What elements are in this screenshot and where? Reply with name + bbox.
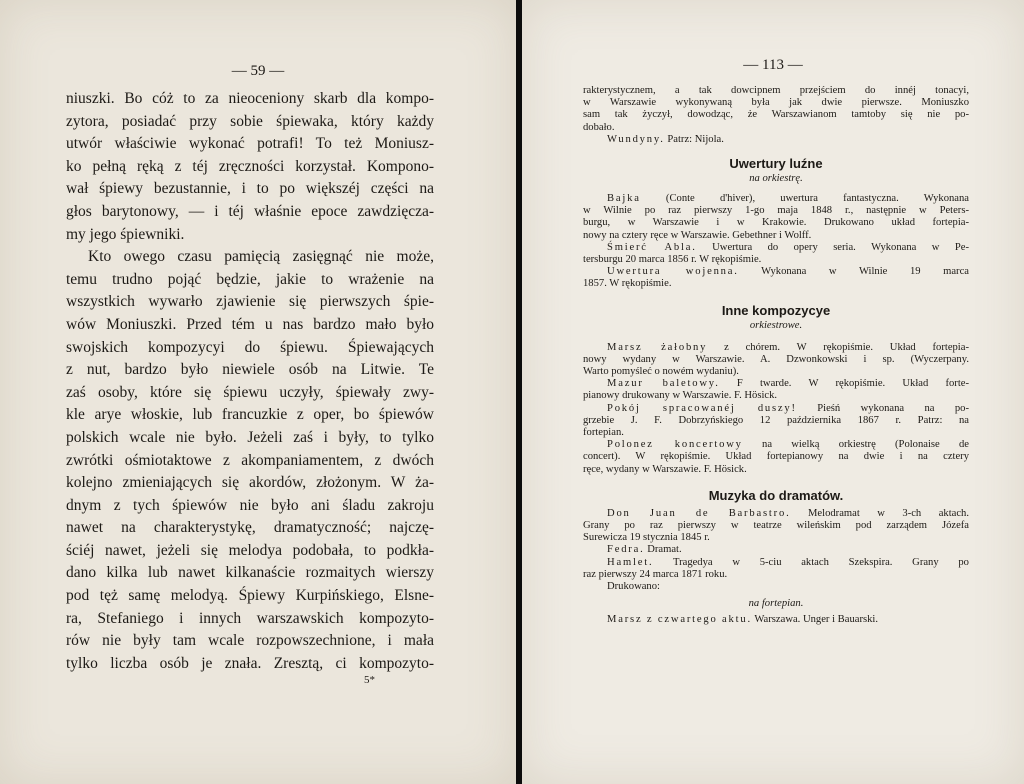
text-line: nawet na charakterystykę, dramatyczność; najczę- (66, 519, 434, 537)
entry-text: fortepian. (583, 427, 624, 439)
text-line (583, 520, 969, 532)
section-subheading: orkiestrowe. (749, 319, 803, 331)
entry-title: Śmierć Abla. (607, 241, 697, 253)
text-line: w Warszawie wykonywaną była jak dwie pierwsze. Moniuszko (583, 97, 969, 109)
entry-first-line (583, 544, 969, 556)
section-heading: Inne kompozycye (721, 302, 831, 318)
text-line: wszystkich wywarło zjawienie się pierwszych śpie- (66, 293, 434, 311)
entry-title: Polonez koncertowy (607, 439, 743, 451)
text-line: głos barytonowy, — i téj właśnie epoce zawdzięcza- (66, 202, 434, 220)
entry-text: tersburgu 20 marca 1856 r. W rękopiśmie. (583, 254, 762, 266)
entry-text: Warszawa. Unger i Bauarski. (754, 614, 878, 626)
text-line: my jego śpiewniki. (66, 225, 185, 243)
entry-text: z chórem. W rękopiśmie. Układ fortepia- (724, 341, 969, 353)
entry-first-line (583, 342, 969, 354)
section-entries (583, 193, 969, 291)
entry-text: grzebie J. F. Dobrzyńskiego 12 października 1867 r. Patrz: na (583, 414, 969, 426)
entry-text: concert). W rękopiśmie. Układ fortepianowy na dwie i na cztery (583, 451, 969, 463)
entry-title: Uwertura wojenna. (607, 266, 739, 278)
entry-text: Uwertura do opery seria. Wykonana w Pe- (712, 241, 969, 253)
entry-first-line (583, 242, 969, 254)
entry-title: Fedra. (607, 544, 645, 556)
entry-first-line (583, 403, 969, 415)
section-entries (583, 342, 969, 476)
text-line (583, 569, 969, 581)
text-line: zaś osoby, które się śpiewu uczyły, śpiewały zwy- (66, 383, 434, 401)
entry-text: F twarde. W rękopiśmie. Układ forte- (736, 378, 970, 390)
text-line (583, 451, 969, 463)
entry-title: Hamlet. (607, 556, 654, 568)
entry-first-line (583, 193, 969, 205)
text-line (583, 354, 969, 366)
text-line: z nut, bardzo było niewiele osób na Litwie. Te (66, 361, 434, 379)
text-line: kolejno zmieniających się akordów, złożonym. W ża- (66, 474, 434, 492)
page-number: — 59 — (231, 63, 285, 79)
text-line: niuszki. Bo cóż to za nieoceniony skarb dla kompo- (66, 90, 434, 107)
text-line: zytora, posiadać przy sobie śpiewaka, który każdy (66, 112, 434, 130)
signature-mark: 5* (364, 674, 375, 686)
section-entries (583, 508, 969, 581)
entry-first-line (583, 378, 969, 390)
entry-text: Melodramat w 3-ch aktach. (808, 507, 969, 519)
text-line (583, 415, 969, 427)
text-line: rów nie były tam wcale rozpowszechnione, i mała (66, 632, 434, 650)
entry-title: Mazur baletowy. (607, 378, 720, 390)
entry-title: Don Juan de Barbastro. (607, 507, 791, 519)
text-line (583, 230, 969, 242)
entry-text: burgu, w Warszawie i w Krakowie. Drukowano układ fortepia- (583, 217, 969, 229)
entry-text: Dramat. (647, 544, 682, 556)
entry-text: Wykonana w Wilnie 19 marca (761, 266, 969, 278)
entry-text: pianowy drukowany w Warszawie. F. Hösick. (583, 390, 778, 402)
entry-title: Bajka (607, 193, 641, 205)
text-line: zwrótki ośmiotaktowe z akompaniamentem, z dwóch (66, 451, 434, 469)
page-number: — 113 — (743, 57, 803, 73)
entry-march (583, 614, 969, 626)
entry-first-line (583, 508, 969, 520)
entry-title: Pokój spracowanéj duszy! (607, 402, 797, 414)
text-line: sam tak życzył, dowodząc, że Warszawianom tamtoby się nie po- (583, 109, 969, 121)
text-line (583, 532, 969, 544)
text-line: swojskich kompozycyi do śpiewu. Śpiewających (66, 338, 434, 356)
entry-first-line (583, 266, 969, 278)
text-line (583, 390, 969, 402)
printed-label: Drukowano: (607, 581, 660, 593)
right-page (522, 0, 1024, 784)
text-line: wał śpiewy bezustannie, i to po większéj części na (66, 180, 434, 198)
text-line: temu trudno pojąć będzie, jakie to wrażenie na (66, 270, 434, 288)
entry-first-line (583, 439, 969, 451)
entry-first-line (583, 557, 969, 569)
section-subheading: na orkiestrę. (749, 173, 803, 185)
text-line (583, 366, 969, 378)
section-heading: Muzyka do dramatów. (708, 487, 844, 503)
entry-text: Warto pomyśleć o nowém wydaniu). (583, 366, 739, 378)
text-line: utwór właściwie wykonać potrafi! To też Moniusz- (66, 135, 434, 153)
text-line: kle arye włoskie, lub francuzkie z oper, bo śpiewów (66, 406, 434, 424)
entry-text: nowy wydany w Warszawie. A. Dzwonkowski i sp. (Wyczerpany. (583, 353, 969, 365)
text-line: Kto owego czasu pamięcią zasięgnąć nie może, (88, 248, 434, 266)
text-line (583, 464, 969, 476)
text-line (583, 217, 969, 229)
body-text (583, 85, 969, 627)
entry-wundyny (583, 134, 969, 146)
entry-title: Marsz z czwartego aktu. (607, 614, 752, 626)
text-line: tylko liczba osób je znała. Zresztą, ci kompozyto- (66, 654, 434, 672)
text-line (583, 278, 969, 290)
section-heading: Uwertury luźne (729, 156, 823, 172)
body-text (66, 88, 434, 675)
entry-text: Patrz: Nijola. (667, 133, 724, 145)
text-line: dnym z tych śpiewów nie było ani śladu zakroju (66, 496, 434, 514)
text-line: rakterystycznem, a tak dowcipnem przejściem do innéj tonacyi, (583, 85, 969, 96)
entry-text: Tragedya w 5-ciu aktach Szekspira. Grany po (672, 556, 969, 568)
text-line: ko pełną ręką z téj zręczności korzystał. Kompono- (66, 157, 434, 175)
text-line (583, 205, 969, 217)
text-line: wów Moniuszki. Przed tém u nas bardzo mało było (66, 315, 434, 333)
text-line: dano kilka lub nawet kilkanaście rozmaitych wierszy (66, 564, 434, 582)
entry-text: w Wilnie po raz pierwszy 1-go maja 1848 r., następnie w Peters- (583, 205, 969, 217)
entry-text: na wielką orkiestrę (Polonaise de (762, 439, 969, 451)
entry-text: Pieśń wykonana na po- (817, 402, 969, 414)
printed-subheading: na fortepian. (748, 598, 804, 610)
entry-text: (Conte d'hiver), uwertura fantastyczna. Wykonana (665, 193, 969, 205)
entry-text: nowy na cztery ręce w Warszawie. Gebethner i Wolff. (583, 229, 812, 241)
text-line: ściéj nawet, jeżeli się melodya podobała, to podkła- (66, 541, 434, 559)
text-line (583, 254, 969, 266)
entry-text: 1857. W rękopiśmie. (583, 278, 672, 290)
text-line: dobało. (583, 121, 615, 133)
text-line: pod tęż samę melodyą. Śpiewy Kurpińskiego, Elsne- (66, 587, 434, 605)
entry-text: ręce, wydany w Warszawie. F. Hösick. (583, 463, 747, 475)
entry-text: Grany po raz pierwszy w teatrze wileńskim pod zarządem Józefa (583, 520, 969, 532)
text-line: polskich wcale nie było. Jeżeli zaś i były, to tylko (66, 428, 434, 446)
text-line (583, 427, 969, 439)
text-line: ra, Stefaniego i innych warszawskich kompozyto- (66, 609, 434, 627)
entry-title: Marsz żałobny (607, 341, 708, 353)
entry-text: Surewicza 19 stycznia 1845 r. (583, 532, 710, 544)
entry-title: Wundyny. (607, 133, 665, 145)
entry-text: raz pierwszy 24 marca 1871 roku. (583, 568, 728, 580)
